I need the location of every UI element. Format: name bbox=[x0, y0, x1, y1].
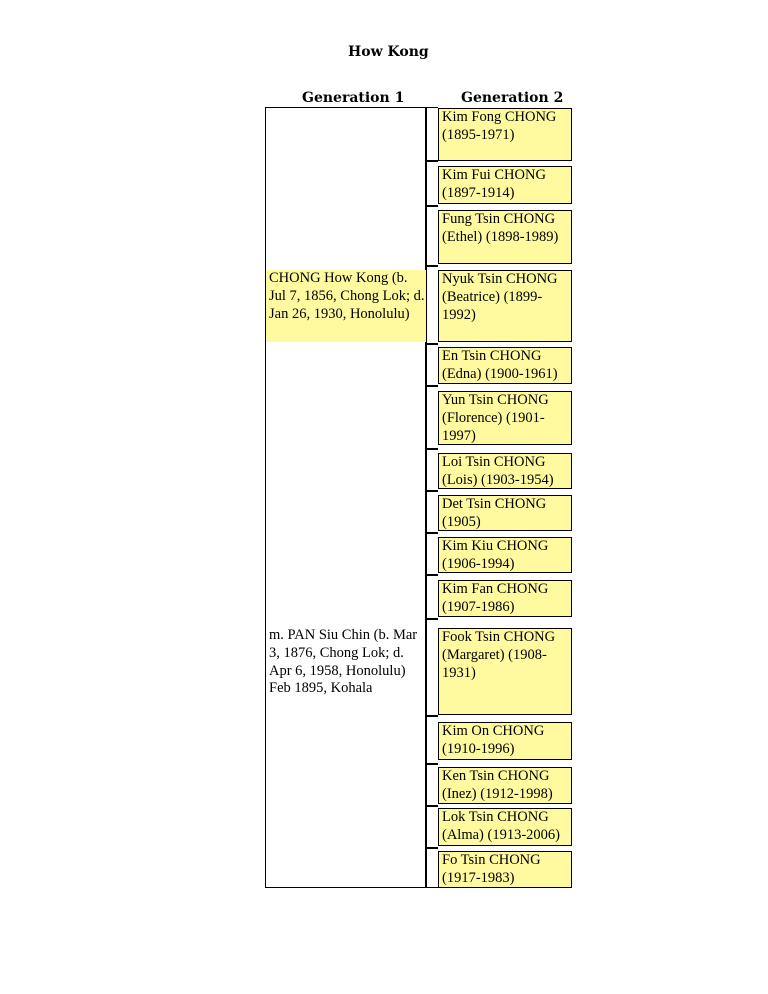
child-connector bbox=[426, 161, 438, 206]
child-box: En Tsin CHONG (Edna) (1900-1961) bbox=[438, 347, 572, 384]
child-box: Lok Tsin CHONG (Alma) (1913-2006) bbox=[438, 808, 572, 846]
generation-1-header: Generation 1 bbox=[302, 90, 405, 106]
generation-2-header: Generation 2 bbox=[461, 90, 564, 106]
child-box: Kim Fan CHONG (1907-1986) bbox=[438, 580, 572, 617]
child-box: Ken Tsin CHONG (Inez) (1912-1998) bbox=[438, 767, 572, 804]
generation-1-box bbox=[265, 107, 426, 888]
child-box: Fung Tsin CHONG (Ethel) (1898-1989) bbox=[438, 210, 572, 264]
child-box: Det Tsin CHONG (1905) bbox=[438, 495, 572, 531]
child-connector bbox=[426, 344, 438, 386]
ancestor-name: CHONG How Kong (b. Jul 7, 1856, Chong Lok; d. Jan 26, 1930, Honolulu) bbox=[266, 270, 426, 342]
child-box: Kim Kiu CHONG (1906-1994) bbox=[438, 537, 572, 573]
child-connector bbox=[426, 107, 438, 161]
child-connector bbox=[426, 449, 438, 491]
child-connector bbox=[426, 764, 438, 806]
child-connector bbox=[426, 575, 438, 619]
child-box: Yun Tsin CHONG (Florence) (1901-1997) bbox=[438, 391, 572, 445]
child-connector bbox=[426, 806, 438, 848]
child-box: Loi Tsin CHONG (Lois) (1903-1954) bbox=[438, 453, 572, 489]
child-connector bbox=[426, 206, 438, 266]
child-box: Fook Tsin CHONG (Margaret) (1908-1931) bbox=[438, 628, 572, 715]
child-connector bbox=[426, 848, 438, 888]
child-box: Kim Fui CHONG (1897-1914) bbox=[438, 166, 572, 204]
child-box: Fo Tsin CHONG (1917-1983) bbox=[438, 851, 572, 888]
child-connector bbox=[426, 266, 438, 344]
child-box: Kim On CHONG (1910-1996) bbox=[438, 722, 572, 760]
page-title: How Kong bbox=[348, 44, 429, 60]
child-connector bbox=[426, 491, 438, 533]
child-box: Kim Fong CHONG (1895-1971) bbox=[438, 108, 572, 161]
ancestor-marriage: m. PAN Siu Chin (b. Mar 3, 1876, Chong Lok; d. Apr 6, 1958, Honolulu) Feb 1895, Kohala bbox=[269, 627, 418, 697]
child-connector bbox=[426, 533, 438, 575]
child-connector bbox=[426, 716, 438, 764]
child-box: Nyuk Tsin CHONG (Beatrice) (1899-1992) bbox=[438, 270, 572, 342]
child-connector bbox=[426, 386, 438, 449]
child-connector bbox=[426, 619, 438, 716]
